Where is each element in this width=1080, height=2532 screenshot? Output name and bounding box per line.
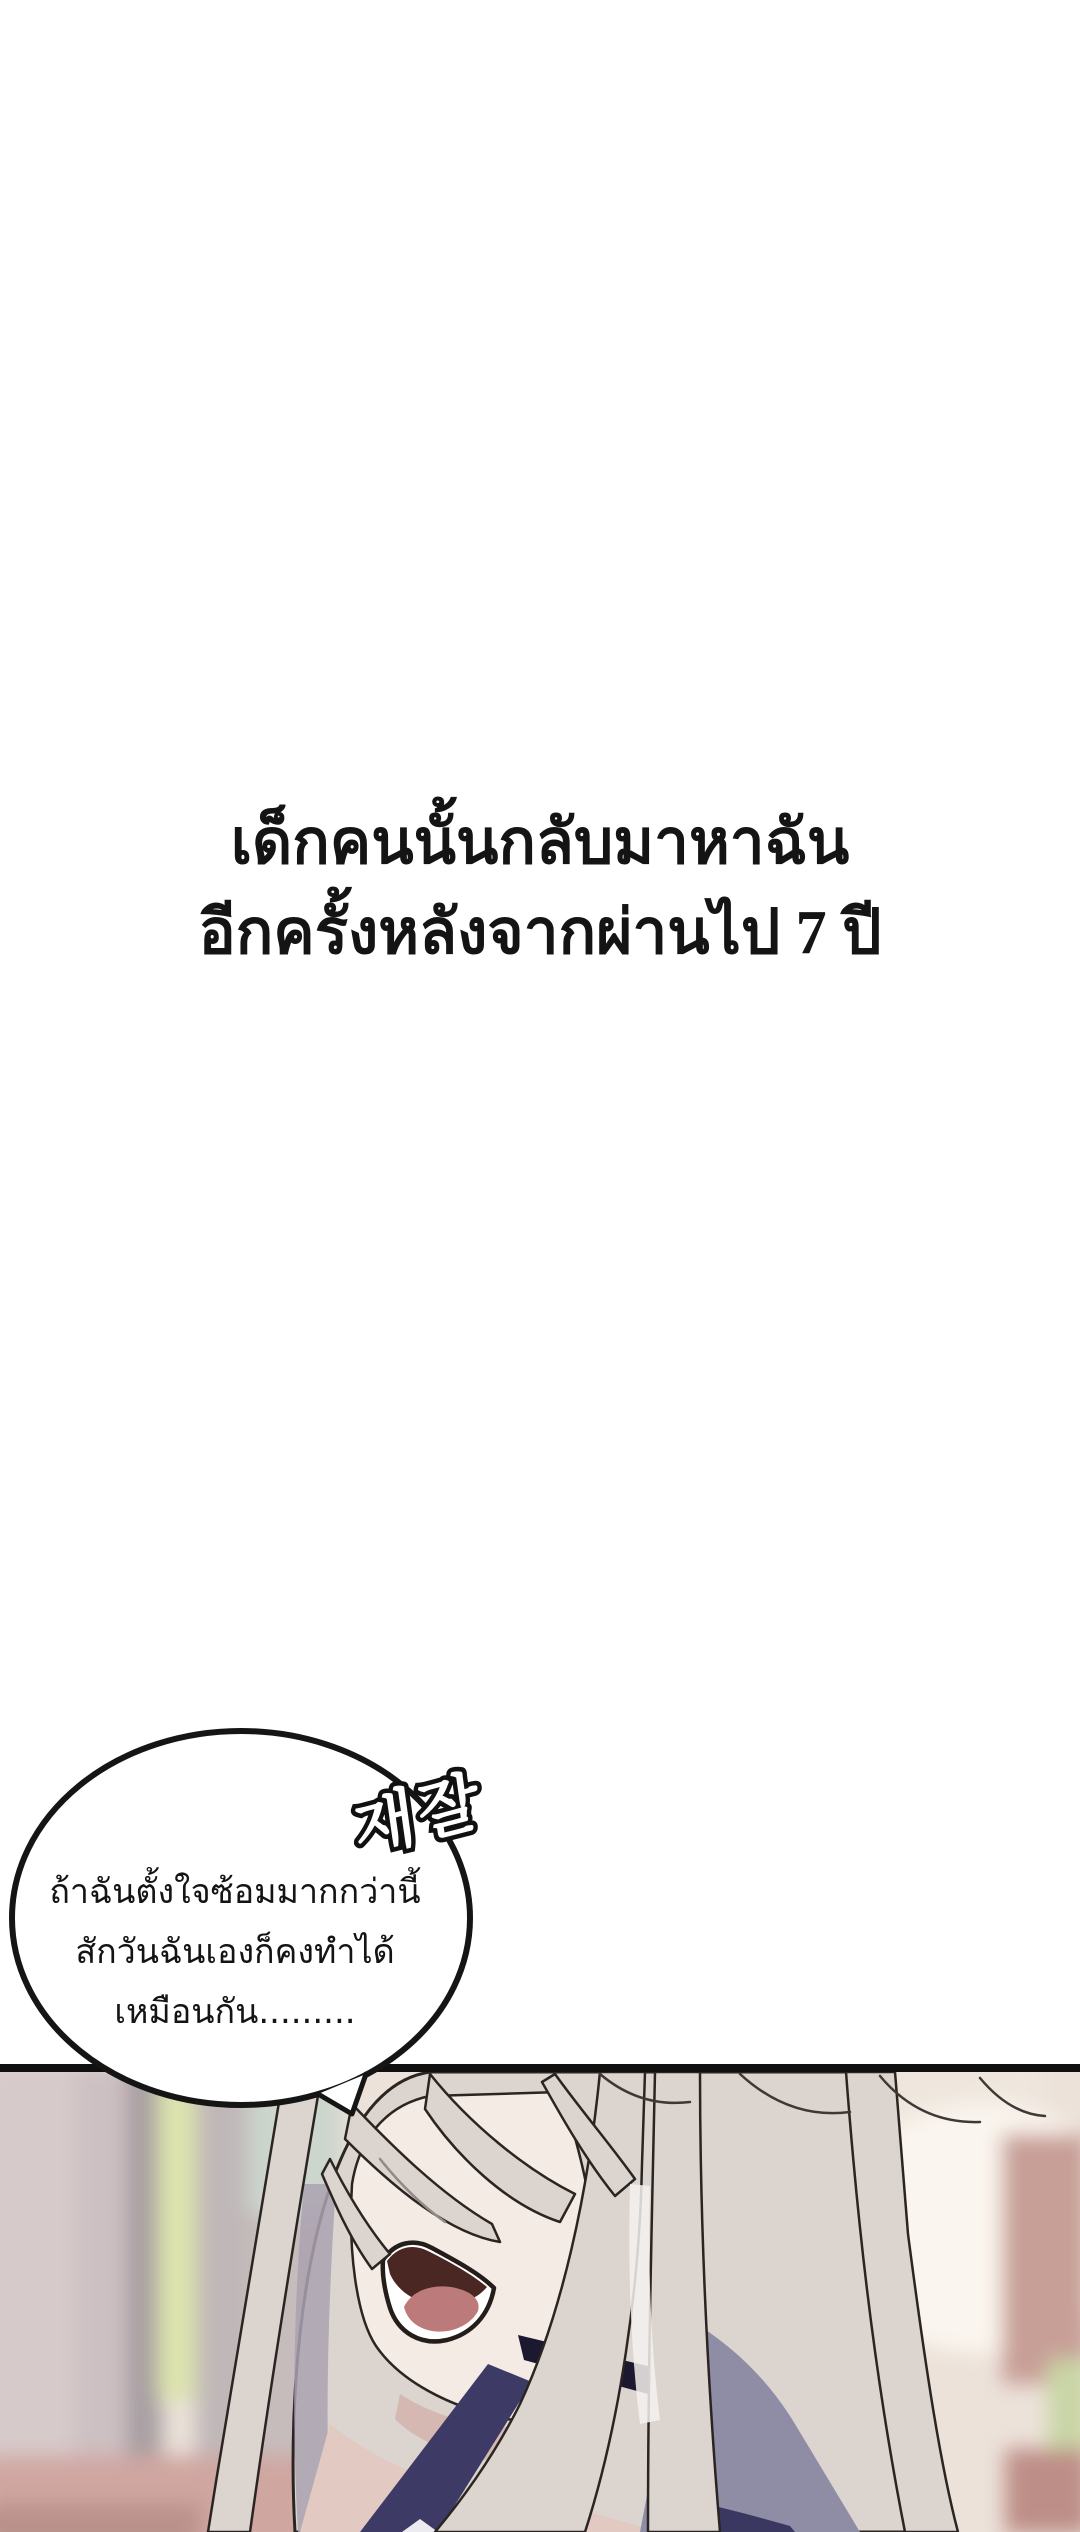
speech-line-3: เหมือนกัน......... (114, 1992, 356, 2032)
speech-line-1: ถ้าฉันตั้งใจซ้อมมากกว่านี้ (49, 1872, 421, 1912)
sfx-text: 재잘 (349, 1763, 488, 1869)
speech-line-2: สักวันฉันเองก็คงทำได้ (75, 1932, 395, 1972)
narration-caption (0, 798, 1080, 978)
narration-line-2: อีกครั้งหลังจากผ่านไป 7 ปี (198, 899, 882, 967)
speech-bubble-text (30, 1862, 440, 2042)
narration-line-1: เด็กคนนั้นกลับมาหาฉัน (230, 809, 850, 877)
